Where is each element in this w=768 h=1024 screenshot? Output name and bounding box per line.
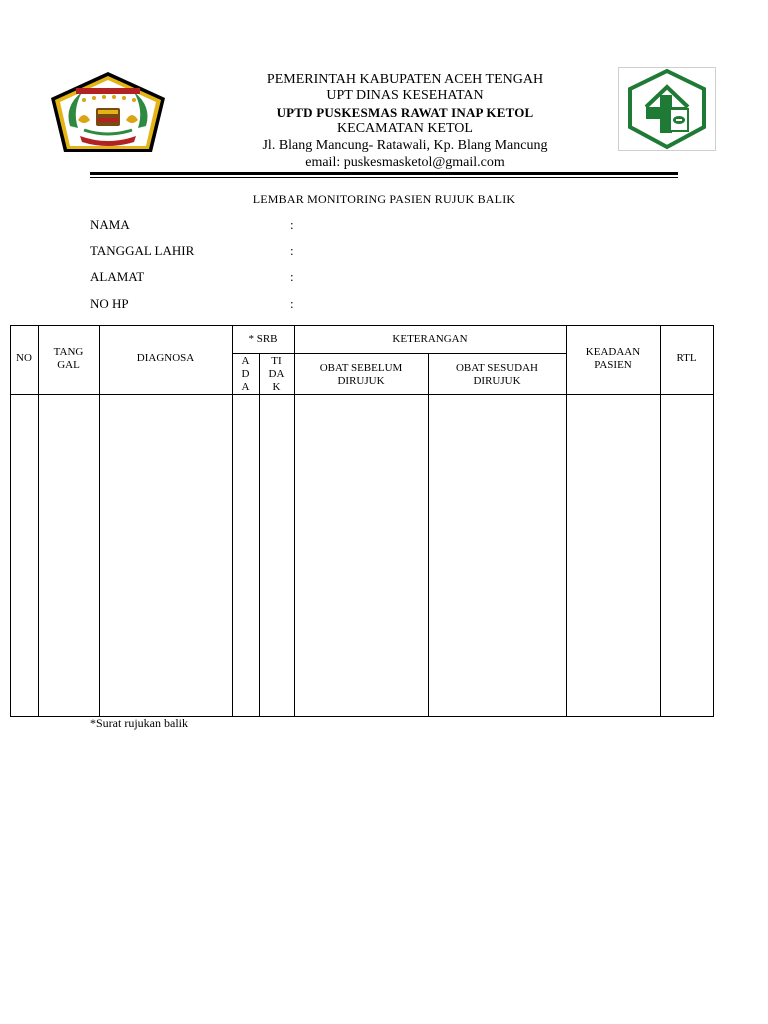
field-label-no-hp: NO HP [90, 296, 129, 311]
district-name: KECAMATAN KETOL [337, 121, 473, 136]
field-colon-nama: : [290, 217, 294, 232]
column-header-obat-sesudah-line1: OBAT SESUDAH [455, 362, 538, 374]
column-header-obat-sesudah-line2: DIRUJUK [473, 375, 521, 387]
field-colon-no-hp: : [290, 296, 294, 311]
column-header-ada-line3: A [241, 381, 250, 393]
column-header-tanggal-line2: GAL [57, 359, 80, 371]
column-header-rtl: RTL [676, 352, 697, 364]
column-header-tidak-line1: TI [271, 355, 282, 367]
column-header-srb: * SRB [248, 333, 278, 345]
column-header-keterangan: KETERANGAN [392, 333, 468, 345]
column-header-obat-sebelum-line2: DIRUJUK [337, 375, 385, 387]
field-colon-alamat: : [290, 269, 294, 284]
column-header-ada-line1: A [241, 355, 250, 367]
column-header-keadaan-line2: PASIEN [594, 359, 632, 371]
address: Jl. Blang Mancung- Ratawali, Kp. Blang Mancung [262, 138, 548, 153]
column-header-obat-sebelum-line1: OBAT SEBELUM [319, 362, 403, 374]
column-header-tanggal-line1: TANG [53, 346, 84, 358]
letterhead [190, 70, 620, 175]
column-header-no: NO [16, 352, 32, 364]
column-header-tidak-line3: K [272, 381, 281, 393]
header-divider-thick [90, 172, 678, 175]
field-colon-tanggal-lahir: : [290, 243, 294, 258]
column-header-tidak-line2: DA [268, 368, 285, 380]
government-name: PEMERINTAH KABUPATEN ACEH TENGAH [266, 72, 544, 87]
field-label-nama: NAMA [90, 217, 130, 232]
email: email: puskesmasketol@gmail.com [305, 155, 505, 170]
puskesmas-logo-icon [618, 67, 716, 151]
column-header-ada-line2: D [241, 368, 250, 380]
column-header-diagnosa: DIAGNOSA [136, 352, 195, 364]
footnote: *Surat rujukan balik [90, 716, 188, 730]
form-title: LEMBAR MONITORING PASIEN RUJUK BALIK [252, 192, 516, 206]
health-center-name: UPTD PUSKESMAS RAWAT INAP KETOL [276, 105, 534, 120]
field-label-alamat: ALAMAT [90, 269, 145, 284]
header-divider-thin [90, 177, 678, 178]
department-name: UPT DINAS KESEHATAN [326, 88, 484, 103]
aceh-tengah-emblem-icon [48, 70, 168, 154]
field-label-tanggal-lahir: TANGGAL LAHIR [90, 243, 195, 258]
column-header-keadaan-line1: KEADAAN [585, 346, 641, 358]
